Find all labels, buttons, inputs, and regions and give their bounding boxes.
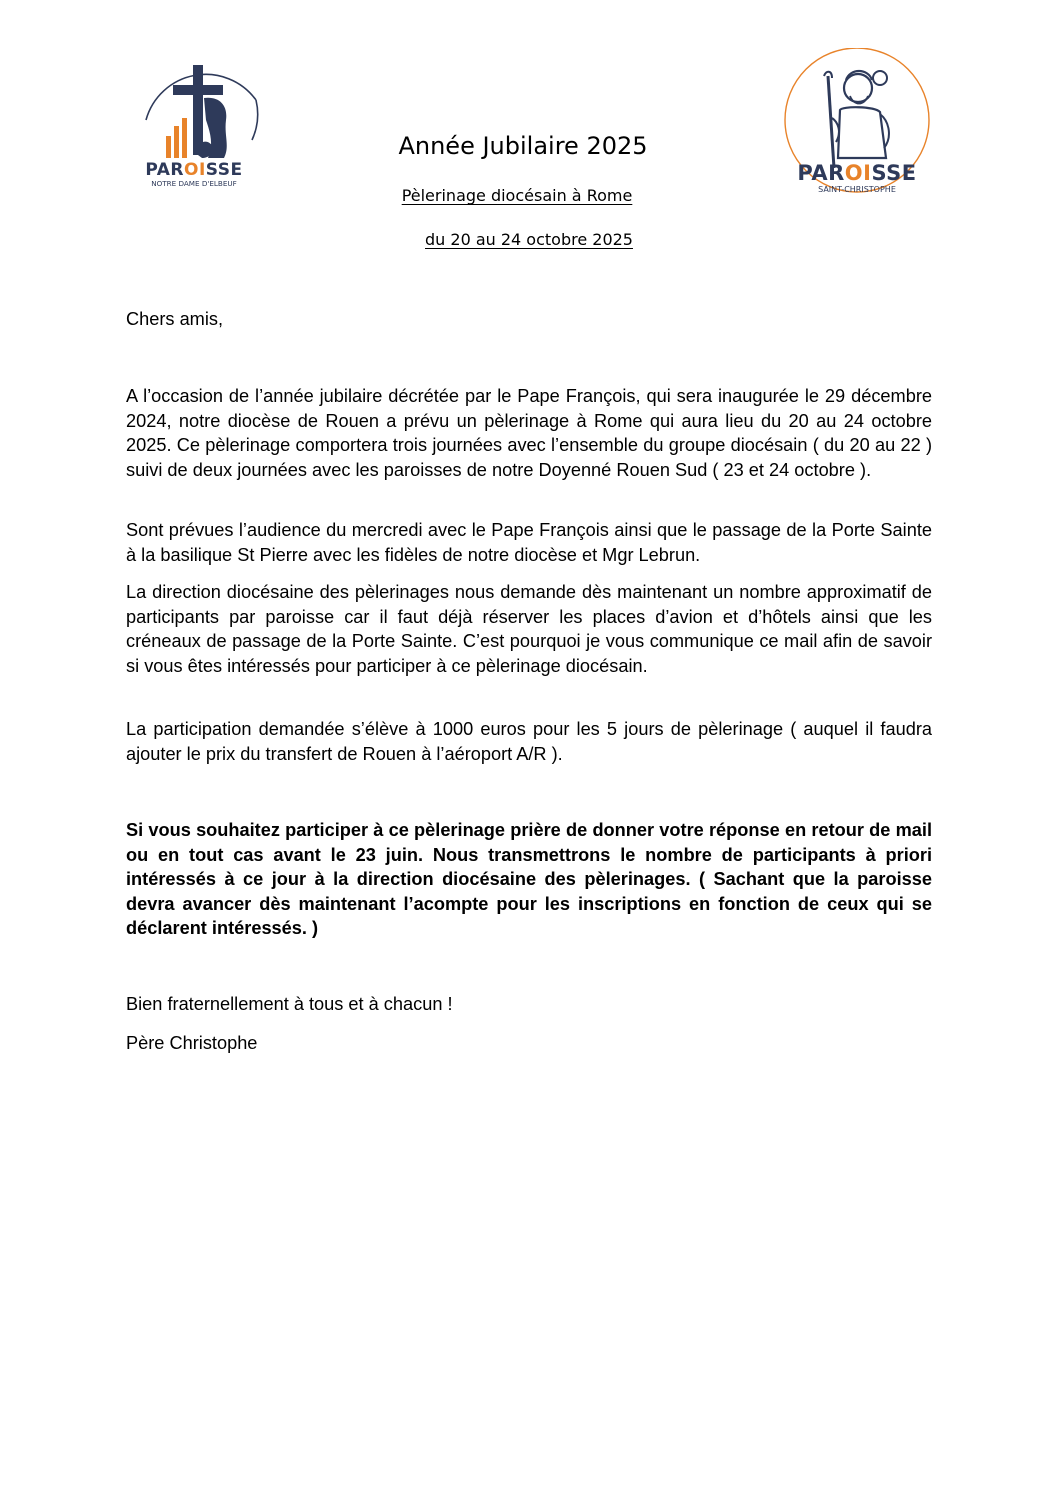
letter-greeting: Chers amis,: [126, 309, 224, 329]
paroisse-saint-christophe-logo: [780, 48, 934, 198]
svg-text:PAROISSE: PAROISSE: [145, 160, 243, 180]
letter-paragraph-3: La direction diocésaine des pèlerinages nous demande dès maintenant un nombre approximatif de participants par paroisse car il faut déjà réserver les places d’avion et d’hôtels ainsi que les créneaux de passage de la Porte Sainte. C’est pourquoi je vous communique ce mail afin de savoir si vous êtes intéressés pour participer à ce pèlerinage diocésain.: [126, 582, 932, 676]
paroisse-notre-dame-elbeuf-logo: [124, 40, 264, 190]
subtitle-text: Pèlerinage diocésain à Rome: [401, 186, 633, 205]
title-text: Année Jubilaire 2025: [398, 132, 648, 160]
document-subtitle: [0, 186, 1046, 205]
letter-paragraph-4: La participation demandée s’élève à 1000 euros pour les 5 jours de pèlerinage ( auquel il faudra ajouter le prix du transfert de Rouen à l’aéroport A/R ).: [126, 719, 932, 764]
svg-text:NOTRE DAME D'ELBEUF: NOTRE DAME D'ELBEUF: [151, 179, 237, 188]
letter-closing: Bien fraternellement à tous et à chacun !: [126, 994, 453, 1014]
document-dates: [0, 230, 1058, 249]
letter-paragraph-1: A l’occasion de l’année jubilaire décrétée par le Pape François, qui sera inaugurée le 29 décembre 2024, notre diocèse de Rouen a prévu un pèlerinage à Rome qui aura lieu du 20 au 24 octobre 2025. Ce pèlerinage comportera trois journées avec l’ensemble du groupe diocésain ( du 20 au 22 ) suivi de deux journées avec les paroisses de notre Doyenné Rouen Sud ( 23 et 24 octobre ).: [126, 386, 932, 480]
svg-text:SAINT-CHRISTOPHE: SAINT-CHRISTOPHE: [818, 185, 896, 194]
letter-paragraph-2: Sont prévues l’audience du mercredi avec le Pape François ainsi que le passage de la Porte Sainte à la basilique St Pierre avec les fidèles de notre diocèse et Mgr Lebrun.: [126, 520, 932, 565]
document-title: [0, 132, 1052, 160]
letter-important-notice: Si vous souhaitez participer à ce pèlerinage prière de donner votre réponse en retour de mail ou en tout cas avant le 23 juin. Nous transmettrons le nombre de participants à priori intéressés à ce jour à la direction diocésaine des pèlerinages. ( Sachant que la paroisse devra avancer dès maintenant l’acompte pour les inscriptions en fonction de ceux qui se déclarent intéressés. ): [126, 820, 932, 938]
dates-text: du 20 au 24 octobre 2025: [425, 230, 633, 249]
letter-signature: Père Christophe: [126, 1033, 258, 1053]
svg-text:PAROISSE: PAROISSE: [797, 161, 917, 185]
